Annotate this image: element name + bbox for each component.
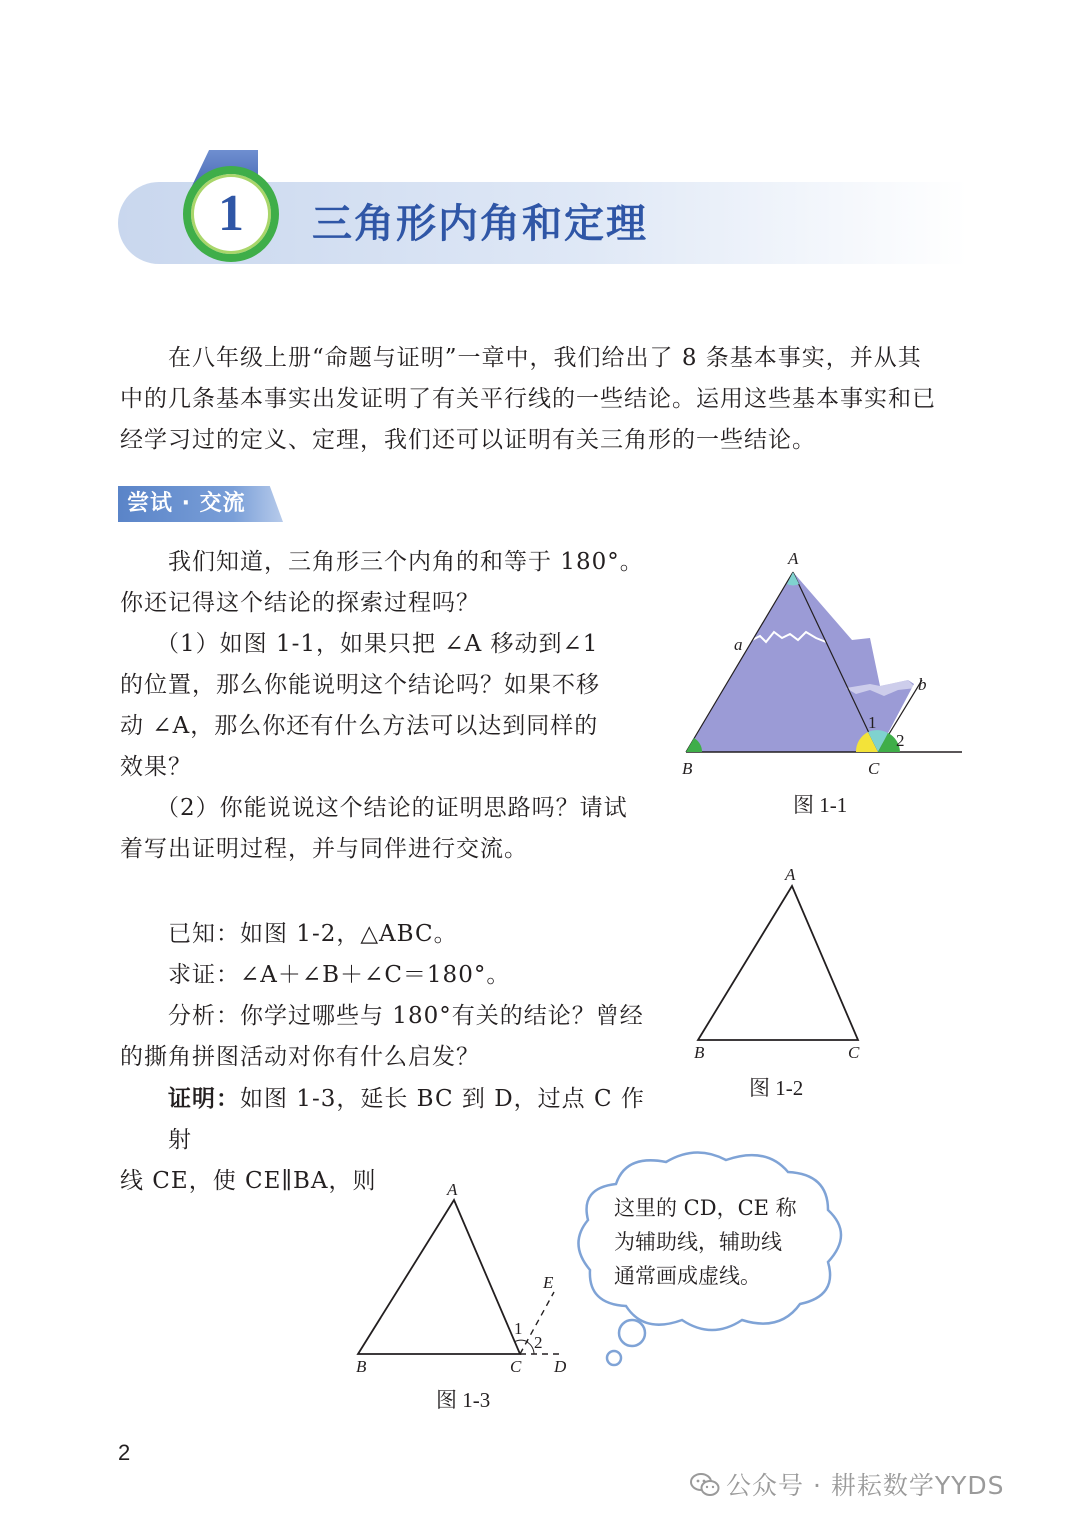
label-angle-1: 1 [514,1319,523,1338]
intro-line: 中的几条基本事实出发证明了有关平行线的一些结论。运用这些基本事实和已 [120,386,936,412]
explore-line: 的位置，那么你能说明这个结论吗？如果不移 [120,672,600,698]
prove-label: 求证： [168,962,240,988]
watermark [690,1466,1005,1502]
angle-1-arc [514,1340,528,1342]
explore-line: （1）如图 1-1，如果只把 ∠A 移动到∠1 [156,631,599,657]
prove-text: ∠A＋∠B＋∠C＝180°。 [240,962,511,988]
label-b: B [682,759,693,778]
intro-line: 在八年级上册“命题与证明”一章中，我们给出了 8 条基本事实，并从其 [168,345,922,371]
given-text: 如图 1-2，△ABC。 [240,921,458,947]
label-b: B [694,1043,705,1062]
figure-1-1 [670,548,970,778]
explore-line: 我们知道，三角形三个内角的和等于 180°。 [168,549,644,575]
cloud-text [614,1191,814,1293]
label-c: C [868,759,880,778]
explore-line: 你还记得这个结论的探索过程吗？ [120,590,480,616]
prove-line [120,955,660,996]
chapter-title: 三角形内角和定理 [312,201,648,247]
figure-1-2 [680,864,880,1064]
given-label: 已知： [168,921,240,947]
cloud-dot-small [607,1351,621,1365]
watermark-text: 公众号 · 耕耘数学YYDS [726,1471,1005,1500]
cloud-line: 这里的 CD，CE 称 [614,1196,797,1220]
intro-paragraph [120,338,970,461]
explore-line: 着写出证明过程，并与同伴进行交流。 [120,836,528,862]
label-line-b: b [918,675,927,694]
explore-line: 效果？ [120,754,192,780]
proof-text-1: 如图 1-3，延长 BC 到 D，过点 C 作射 [168,1086,645,1153]
chapter-number: 1 [218,185,244,242]
label-a: A [447,1180,458,1199]
analysis-line-2: 的撕角拼图活动对你有什么启发？ [120,1044,480,1070]
label-angle-1: 1 [868,713,877,732]
angle-2-arc [527,1342,534,1354]
label-c: C [510,1357,522,1376]
label-e: E [543,1273,554,1292]
cloud-line: 为辅助线，辅助线 [614,1230,782,1254]
proof-label: 证明： [168,1085,240,1112]
explore-text [120,542,660,870]
label-angle-2: 2 [896,731,905,750]
page-number: 2 [118,1440,131,1465]
label-c: C [848,1043,860,1062]
figure-1-3 [340,1176,580,1376]
section-tag-label: 尝试 · 交流 [127,491,246,516]
label-d: D [554,1357,567,1376]
given-line [120,914,660,955]
analysis-label: 分析： [168,1003,240,1029]
caption-fig-1-2: 图 1-2 [749,1076,804,1100]
label-a: A [788,549,799,568]
intro-line: 经学习过的定义、定理，我们还可以证明有关三角形的一些结论。 [120,427,816,453]
label-a: A [785,865,796,884]
wechat-icon [690,1472,720,1498]
label-b: B [356,1357,367,1376]
label-angle-2: 2 [534,1333,543,1352]
chapter-number-badge [183,166,279,262]
triangle-abc [698,886,858,1040]
proof-line-2: 线 CE，使 CE∥BA，则 [120,1168,377,1194]
cloud-dot-large [619,1320,645,1346]
caption-fig-1-1: 图 1-1 [793,793,848,817]
analysis-text: 你学过哪些与 180°有关的结论？曾经 [240,1003,644,1029]
triangle-paper-fill [686,572,914,752]
triangle-abc [358,1200,520,1354]
cloud-line: 通常画成虚线。 [614,1264,761,1288]
explore-line: 动 ∠A，那么你还有什么方法可以达到同样的 [120,713,599,739]
label-line-a: a [734,635,743,654]
explore-line: （2）你能说说这个结论的证明思路吗？请试 [156,795,628,821]
caption-fig-1-3: 图 1-3 [436,1388,491,1412]
analysis-line [120,996,660,1037]
